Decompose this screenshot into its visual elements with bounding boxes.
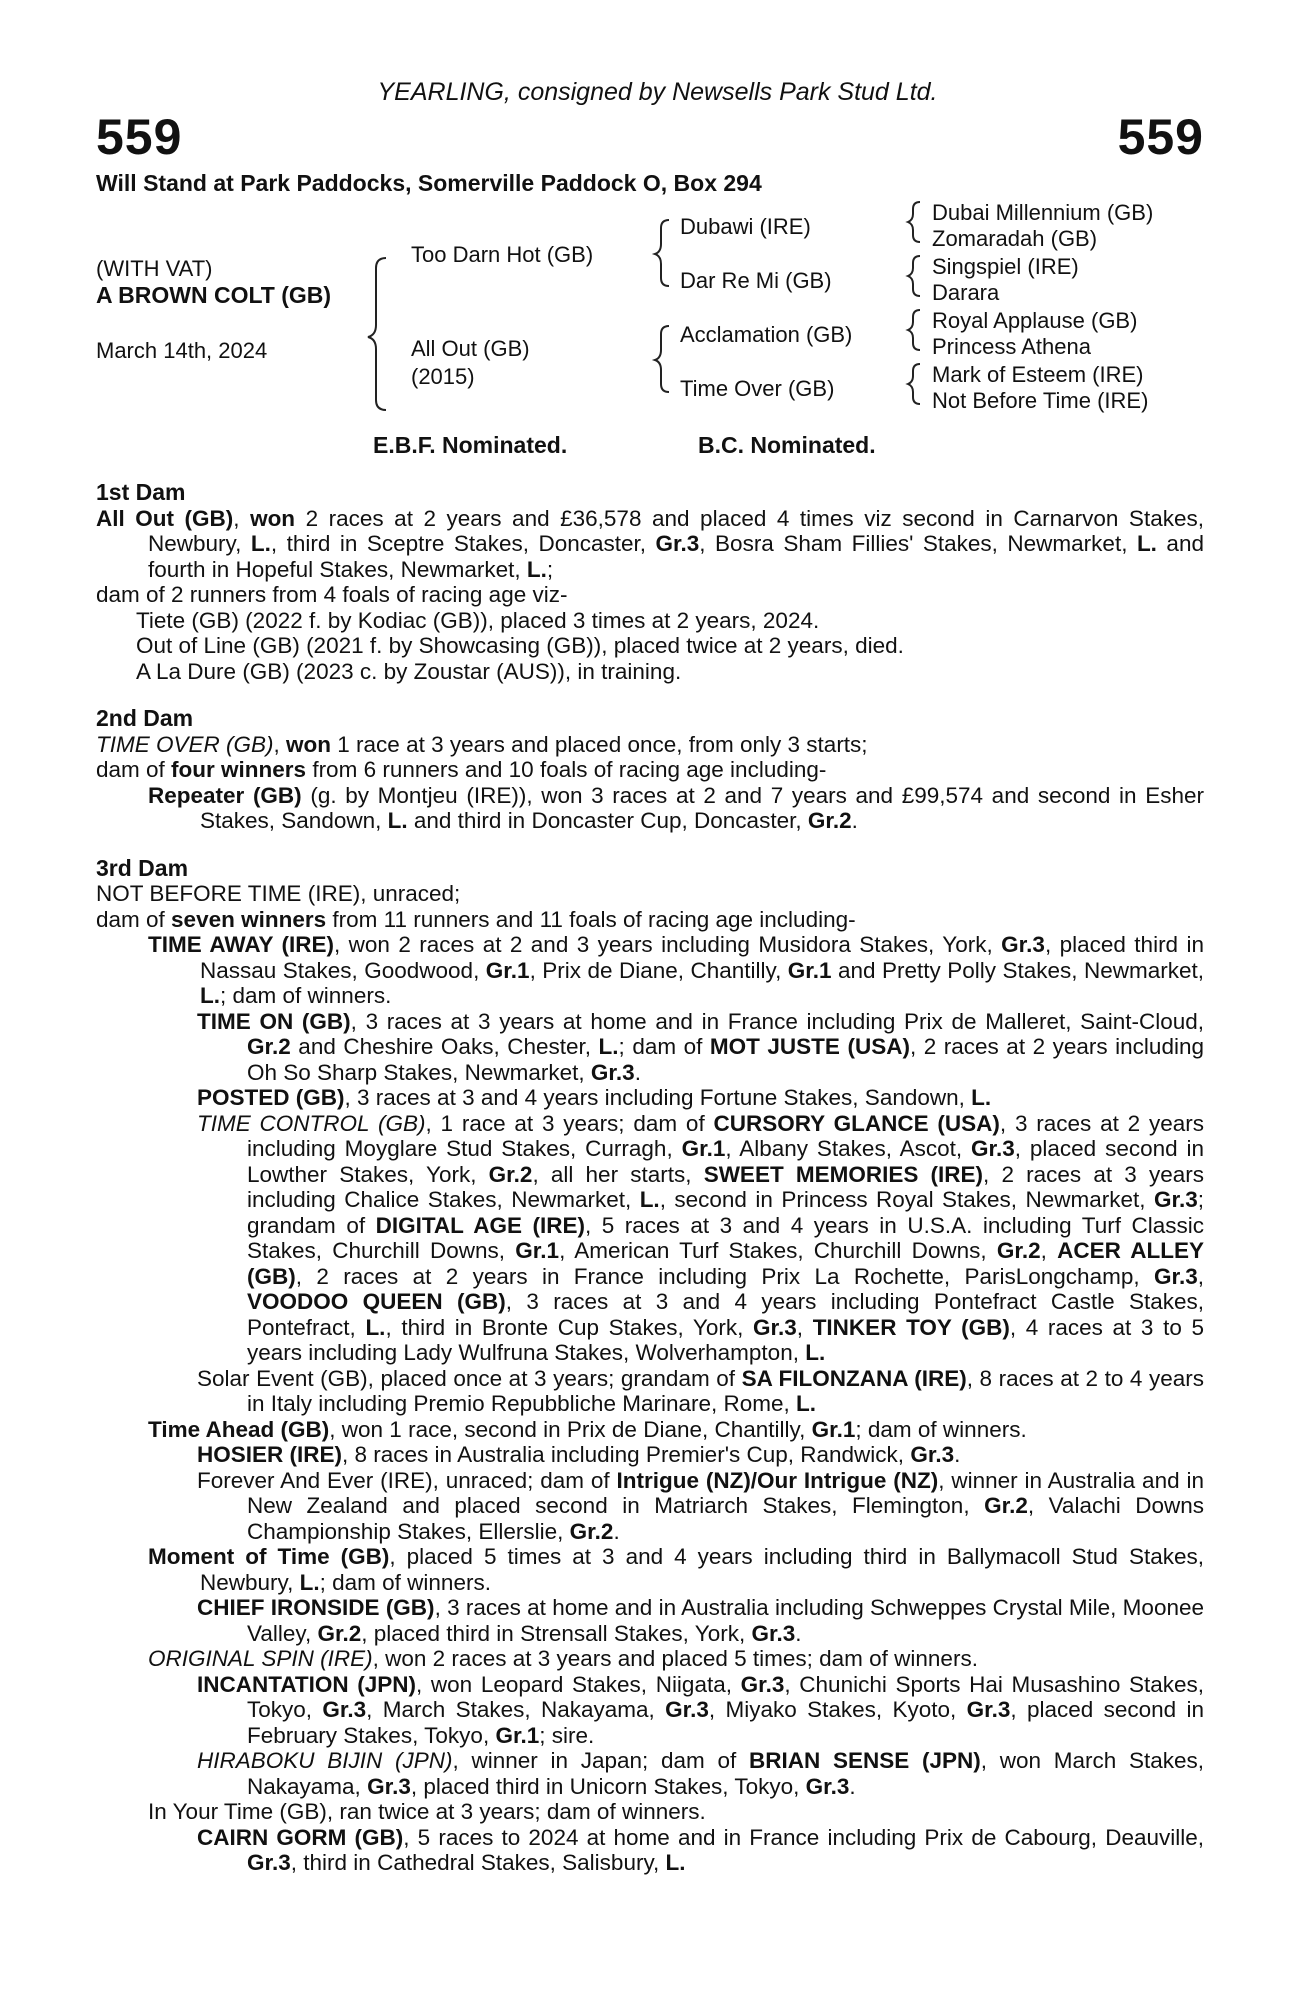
- descendant-entry: POSTED (GB), 3 races at 3 and 4 years including Fortune Stakes, Sandown, L.: [197, 1085, 992, 1110]
- bc-nomination: B.C. Nominated.: [698, 432, 876, 458]
- descendant-entry: INCANTATION (JPN), won Leopard Stakes, Niigata, Gr.3, Chunichi Sports Hai Musashino Stakes, Tokyo, Gr.3, March Stakes, Nakayama, Gr.3, Miyako Stakes, Kyoto, Gr.3, placed second in February Stakes, Tokyo, Gr.1; sire.: [197, 1671, 1205, 1748]
- second-dam-record: TIME OVER (GB), won 1 race at 3 years and placed once, from only 3 starts;: [96, 731, 868, 757]
- produce-item: Tiete (GB) (2022 f. by Kodiac (GB)), placed 3 times at 2 years, 2024.: [136, 607, 820, 633]
- lot-number-left: 559: [96, 109, 183, 165]
- horse-description: A BROWN COLT (GB): [96, 282, 332, 308]
- ss-dam: Zomaradah (GB): [932, 226, 1098, 251]
- descendant-entry: HOSIER (IRE), 8 races in Australia including Premier's Cup, Randwick, Gr.3.: [197, 1442, 961, 1467]
- first-dam-produce-list: [96, 608, 1204, 685]
- sd-sire: Singspiel (IRE): [932, 254, 1079, 279]
- third-dam-produce-intro: dam of seven winners from 11 runners and 11 foals of racing age including-: [96, 906, 856, 932]
- brace-sire: [655, 220, 669, 286]
- produce-entry: In Your Time (GB), ran twice at 3 years; dam of winners.: [148, 1799, 706, 1824]
- stand-location: Will Stand at Park Paddocks, Somerville Paddock O, Box 294: [96, 170, 762, 196]
- descendant-entry: TIME CONTROL (GB), 1 race at 3 years; dam of CURSORY GLANCE (USA), 3 races at 2 years including Moyglare Stud Stakes, Curragh, Gr.1, Albany Stakes, Ascot, Gr.3, placed second in Lowther Stakes, York, Gr.2, all her starts, SWEET MEMORIES (IRE), 2 races at 3 years including Chalice Stakes, Newmarket, L., second in Princess Royal Stakes, Newmarket, Gr.3; grandam of DIGITAL AGE (IRE), 5 races at 3 and 4 years in U.S.A. including Turf Classic Stakes, Churchill Downs, Gr.1, American Turf Stakes, Churchill Downs, Gr.2, ACER ALLEY (GB), 2 races at 2 years in France including Prix La Rochette, ParisLongchamp, Gr.3, VOODOO QUEEN (GB), 3 races at 3 and 4 years including Pontefract Castle Stakes, Pontefract, L., third in Bronte Cup Stakes, York, Gr.3, TINKER TOY (GB), 4 races at 3 to 5 years including Lady Wulfruna Stakes, Wolverhampton, L.: [197, 1110, 1205, 1365]
- descendant-entry: HIRABOKU BIJIN (JPN), winner in Japan; dam of BRIAN SENSE (JPN), won March Stakes, Nakayama, Gr.3, placed third in Unicorn Stakes, Tokyo, Gr.3.: [197, 1748, 1204, 1799]
- sire-name: Too Darn Hot (GB): [411, 242, 594, 267]
- produce-entry: Time Ahead (GB), won 1 race, second in Prix de Diane, Chantilly, Gr.1; dam of winners.: [148, 1416, 1027, 1442]
- second-dam-produce-list: [96, 783, 1204, 834]
- third-dam-produce-list: [96, 932, 1204, 1876]
- catalogue-body: [96, 480, 1204, 1876]
- brace-sd: [908, 256, 920, 296]
- brace-dam: [655, 326, 669, 392]
- brace-gen1: [368, 258, 386, 410]
- ebf-nomination: E.B.F. Nominated.: [373, 432, 568, 458]
- first-dam-record: [96, 506, 1204, 583]
- descendant-entry: CAIRN GORM (GB), 5 races to 2024 at home and in France including Prix de Cabourg, Deauville, Gr.3, third in Cathedral Stakes, Salisbury, L.: [197, 1824, 1205, 1875]
- produce-item: A La Dure (GB) (2023 c. by Zoustar (AUS)), in training.: [136, 658, 682, 684]
- brace-dd: [908, 364, 920, 404]
- descendant-entry: Forever And Ever (IRE), unraced; dam of Intrigue (NZ)/Our Intrigue (NZ), winner in Australia and in New Zealand and placed second in Matriarch Stakes, Flemington, Gr.2, Valachi Downs Championship Stakes, Ellerslie, Gr.2.: [197, 1467, 1204, 1544]
- descendant-entry: CHIEF IRONSIDE (GB), 3 races at home and in Australia including Schweppes Crystal Mile, Moonee Valley, Gr.2, placed third in Strensall Stakes, York, Gr.3.: [197, 1595, 1204, 1646]
- sd-dam: Darara: [932, 280, 1000, 305]
- first-dam-produce-intro: dam of 2 runners from 4 foals of racing age viz-: [96, 582, 568, 607]
- dam-year: (2015): [411, 364, 475, 389]
- produce-entry: ORIGINAL SPIN (IRE), won 2 races at 3 years and placed 5 times; dam of winners.: [148, 1646, 978, 1671]
- vat-label: (WITH VAT): [96, 256, 213, 281]
- dam-sire: Acclamation (GB): [680, 322, 853, 347]
- sire-dam: Dar Re Mi (GB): [680, 268, 832, 293]
- dd-dam: Not Before Time (IRE): [932, 388, 1149, 413]
- sire-sire: Dubawi (IRE): [680, 214, 811, 239]
- first-dam-text: All Out (GB), won 2 races at 2 years and £36,578 and placed 4 times viz second in Carnarvon Stakes, Newbury, L., third in Sceptre Stakes, Doncaster, Gr.3, Bosra Sham Fillies' Stakes, Newmarket, L. and fourth in Hopeful Stakes, Newmarket, L.;: [96, 505, 1204, 582]
- first-dam-heading: 1st Dam: [96, 479, 186, 505]
- produce-entry: Moment of Time (GB), placed 5 times at 3 and 4 years including third in Ballymacoll Stud Stakes, Newbury, L.; dam of winners.: [148, 1544, 1204, 1595]
- descendant-entry: Solar Event (GB), placed once at 3 years; grandam of SA FILONZANA (IRE), 8 races at 2 to 4 years in Italy including Premio Repubbliche Marinare, Rome, L.: [197, 1365, 1204, 1416]
- brace-ss: [908, 202, 920, 242]
- ds-dam: Princess Athena: [932, 334, 1091, 359]
- dam-dam: Time Over (GB): [680, 376, 835, 401]
- produce-item: Out of Line (GB) (2021 f. by Showcasing (GB)), placed twice at 2 years, died.: [136, 633, 904, 658]
- consignment-line: YEARLING, consigned by Newsells Park Stud Ltd.: [377, 78, 938, 106]
- second-dam-produce-intro: dam of four winners from 6 runners and 10 foals of racing age including-: [96, 757, 827, 782]
- dd-sire: Mark of Esteem (IRE): [932, 362, 1144, 387]
- third-dam-record: NOT BEFORE TIME (IRE), unraced;: [96, 881, 461, 906]
- horse-dob: March 14th, 2024: [96, 338, 268, 363]
- descendant-entry: TIME ON (GB), 3 races at 3 years at home and in France including Prix de Malleret, Saint-Cloud, Gr.2 and Cheshire Oaks, Chester, L.; dam of MOT JUSTE (USA), 2 races at 2 years including Oh So Sharp Stakes, Newmarket, Gr.3.: [197, 1008, 1204, 1085]
- ss-sire: Dubai Millennium (GB): [932, 200, 1154, 225]
- dam-name: All Out (GB): [411, 336, 530, 361]
- third-dam-heading: 3rd Dam: [96, 854, 189, 881]
- brace-ds: [908, 310, 920, 350]
- second-dam-heading: 2nd Dam: [96, 705, 194, 731]
- produce-entry: Repeater (GB) (g. by Montjeu (IRE)), won 3 races at 2 and 7 years and £99,574 and second in Esher Stakes, Sandown, L. and third in Doncaster Cup, Doncaster, Gr.2.: [148, 782, 1204, 833]
- produce-entry: TIME AWAY (IRE), won 2 races at 2 and 3 years including Musidora Stakes, York, Gr.3, placed third in Nassau Stakes, Goodwood, Gr.1, Prix de Diane, Chantilly, Gr.1 and Pretty Polly Stakes, Newmarket, L.; dam of winners.: [148, 932, 1204, 1008]
- lot-number-right: 559: [1117, 109, 1204, 165]
- ds-sire: Royal Applause (GB): [932, 308, 1138, 333]
